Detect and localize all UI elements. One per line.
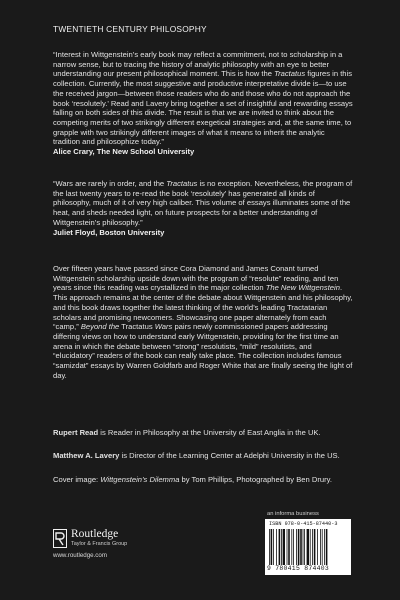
barcode-bar — [283, 529, 285, 565]
editor-name: Rupert Read — [53, 428, 99, 437]
barcode-bar — [296, 529, 297, 565]
barcode-bar — [276, 529, 277, 565]
description-italic: Beyond the — [80, 322, 120, 332]
series-category: TWENTIETH CENTURY PHILOSOPHY — [53, 24, 207, 34]
barcode-bar — [300, 529, 302, 565]
barcode-digits: 9 780415 874403 — [267, 565, 330, 572]
quote-text-part: “Wars are rarely in order, and the — [53, 179, 167, 188]
barcode-bar — [288, 529, 290, 565]
barcode-bar — [324, 529, 325, 565]
description-part: Over fifteen years have passed since Cora Diamond and James Conant turned Wittgenstein scholarship upside down with the program of “resolute” reading, and ten years since this reading was crystallized in the major collection — [53, 264, 339, 293]
quote-text-italic: Tractatus — [274, 69, 306, 79]
barcode-bar — [317, 529, 318, 565]
book-description — [53, 264, 353, 380]
description-text — [53, 264, 353, 380]
description-part: . This approach remains at the center of the debate about Wittgenstein and his philosophy, and this book draws together the latest thinking of the world’s leading Tractatarian scholars and promising newcomers. Showcasing one paper alternately from each “camp,” — [53, 283, 353, 332]
credit-prefix: Cover image: — [53, 475, 101, 484]
quote-text-part: “Interest in Wittgenstein’s early book may reflect a commitment, not to scholarship in a narrow sense, but to tracing the history of analytic philosophy with an eye to better understanding our present philosophical moment. This is how the — [53, 50, 343, 79]
editor-bio-2 — [53, 451, 353, 461]
isbn-barcode — [265, 519, 351, 575]
endorsement-quote-2 — [53, 179, 353, 237]
informa-tagline: an informa business — [267, 511, 319, 517]
quote-text — [53, 179, 353, 228]
editor-bio-text: is Director of the Learning Center at Adelphi University in the US. — [119, 451, 340, 460]
editor-bio-text: is Reader in Philosophy at the University of East Anglia in the UK. — [98, 428, 321, 437]
quote-attribution: Juliet Floyd, Boston University — [53, 227, 165, 237]
quote-text-part: figures in this collection. Currently, the most suggestive and productive interpretative divide is—to use the received jargon—between those readers who do and those who do not approach the book ‘resolutely.’ Read and Lavery bring together a set of insightful and rewarding essays falling on both sides of this divide. The result is that we are invited to think about the competing merits of two strikingly different exegetical strategies and, at the same time, to grapple with two strikingly different images of what it means to inherit the analytic tradition and philosophize today.” — [53, 69, 353, 147]
barcode-bar — [281, 529, 282, 565]
publisher-url: www.routledge.com — [53, 552, 107, 559]
quote-attribution: Alice Crary, The New School University — [53, 147, 195, 157]
isbn-text: ISBN 978-0-415-87440-3 — [269, 521, 338, 527]
quote-text — [53, 50, 353, 147]
publisher-logo — [53, 527, 173, 561]
publisher-group: Taylor & Francis Group — [71, 541, 128, 547]
barcode-bar — [326, 529, 328, 565]
barcode-bar — [279, 529, 281, 565]
routledge-mark-icon — [53, 529, 67, 548]
barcode-bar — [291, 529, 292, 565]
barcode-bar — [293, 529, 294, 565]
quote-text-italic: Tractatus — [166, 179, 198, 188]
description-italic: The New Wittgenstein — [265, 283, 340, 293]
barcode-bar — [320, 529, 321, 565]
description-part: pairs newly commissioned papers addressing differing views on how to understand early Wittgenstein, providing for the first time an arena in which the debate between “strong” resolutists, “mild” resolutists, and “elucidatory” readers of the book can really take place. The collection includes famous “samizdat” essays by Warren Goldfarb and Roger White that are finally seeing the light of day. — [53, 322, 353, 380]
barcode-bar — [303, 529, 304, 565]
barcode-bar — [298, 529, 300, 565]
credit-suffix: by Tom Phillips, Photographed by Ben Drury. — [179, 475, 332, 484]
barcode-bar — [273, 529, 274, 565]
barcode-bar — [271, 529, 273, 565]
description-italic: Wars — [154, 322, 173, 332]
barcode-bar — [312, 529, 313, 565]
endorsement-quote-1 — [53, 50, 353, 157]
description-part: Tractatus — [119, 322, 155, 332]
editor-bio-1 — [53, 428, 353, 438]
editor-name: Matthew A. Lavery — [53, 451, 120, 460]
barcode-bar — [304, 529, 305, 565]
publisher-name: Routledge — [71, 528, 119, 540]
barcode-bar — [269, 529, 270, 565]
barcode-bar — [310, 529, 311, 565]
quote-text-part: is no exception. Nevertheless, the program of the last twenty years to re-read the book ‘resolutely’ has generated all kinds of philosophy, much of it of very high caliber. This volume of essays illuminates some of the heat, and sheds needed light, on future prospects for a better understanding of Wittgenstein’s philosophy.” — [53, 179, 353, 227]
credit-artwork-title: Wittgenstein’s Dilemma — [100, 475, 180, 484]
barcode-bar — [287, 529, 288, 565]
cover-image-credit — [53, 475, 353, 485]
barcode-bars — [269, 529, 347, 565]
barcode-bar — [322, 529, 323, 565]
barcode-bar — [307, 529, 309, 565]
barcode-bar — [314, 529, 316, 565]
